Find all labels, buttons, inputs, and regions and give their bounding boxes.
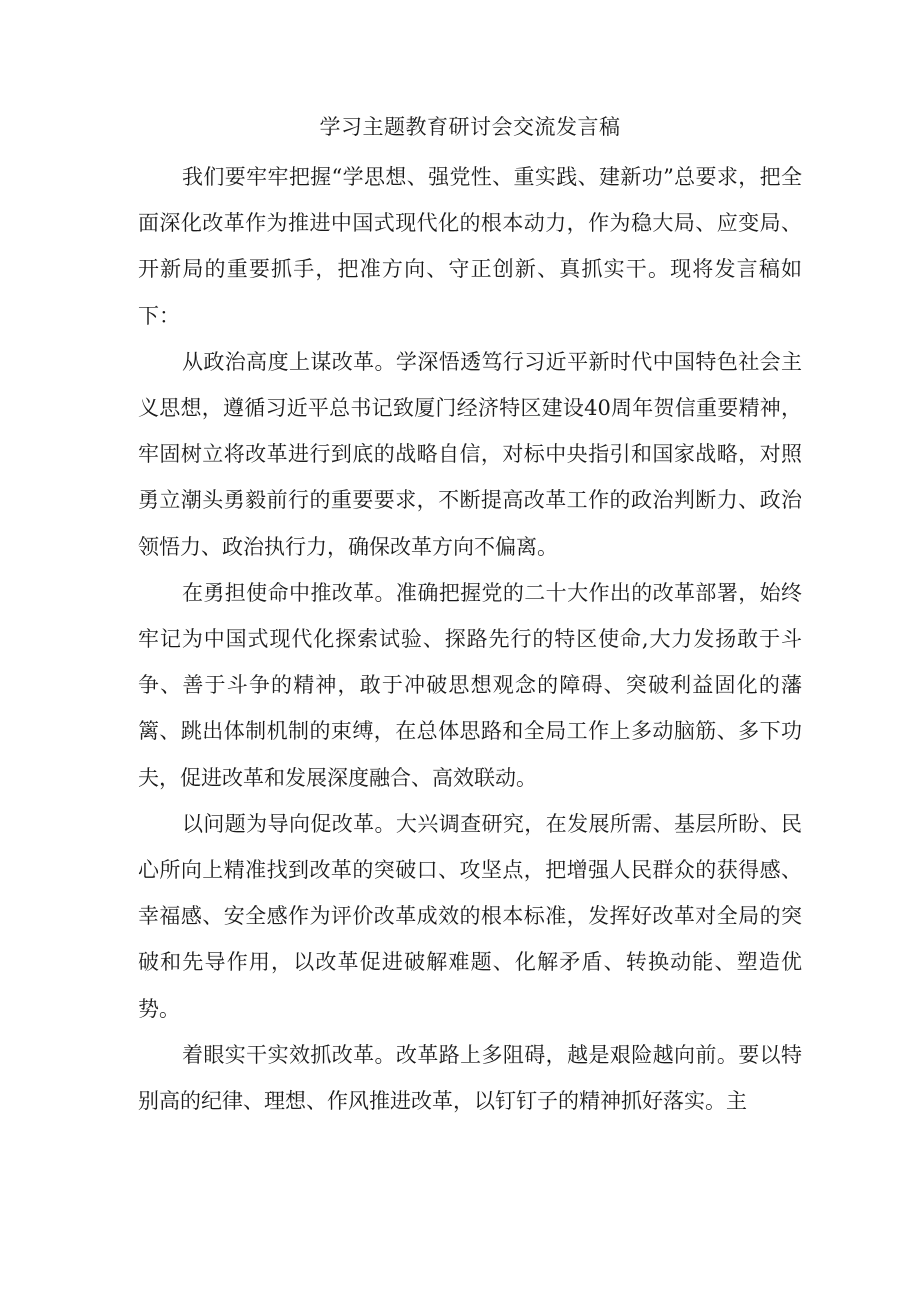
document-title: 学习主题教育研讨会交流发言稿 <box>319 115 621 139</box>
paragraph-problem-oriented: 以问题为导向促改革。大兴调查研究，在发展所需、基层所盼、民心所向上精准找到改革的突破口、攻坚点，把增强人民群众的获得感、幸福感、安全感作为评价改革成效的根本标准，发挥好改革对全局的突破和先导作用，以改革促进破解难题、化解矛盾、转换动能、塑造优势。 <box>138 811 802 1021</box>
paragraph-political-height: 从政治高度上谋改革。学深悟透笃行习近平新时代中国特色社会主义思想，遵循习近平总书记致厦门经济特区建设40周年贺信重要精神，牢固树立将改革进行到底的战略自信，对标中央指引和国家战略，对照勇立潮头勇毅前行的重要要求，不断提高改革工作的政治判断力、政治领悟力、政治执行力，确保改革方向不偏离。 <box>138 349 802 559</box>
paragraph-intro: 我们要牢牢把握“学思想、强党性、重实践、建新功”总要求，把全面深化改革作为推进中国式现代化的根本动力，作为稳大局、应变局、开新局的重要抓手，把准方向、守正创新、真抓实干。现将发言稿如下： <box>138 165 802 328</box>
paragraph-mission: 在勇担使命中推改革。准确把握党的二十大作出的改革部署，始终牢记为中国式现代化探索试验、探路先行的特区使命,大力发扬敢于斗争、善于斗争的精神，敢于冲破思想观念的障碍、突破利益固化的藩篱、跳出体制机制的束缚，在总体思路和全局工作上多动脑筋、多下功夫，促进改革和发展深度融合、高效联动。 <box>138 580 802 790</box>
document-page <box>138 112 802 1124</box>
paragraph-practical-results: 着眼实干实效抓改革。改革路上多阻碍，越是艰险越向前。要以特别高的纪律、理想、作风推进改革，以钉钉子的精神抓好落实。主 <box>138 1042 802 1114</box>
